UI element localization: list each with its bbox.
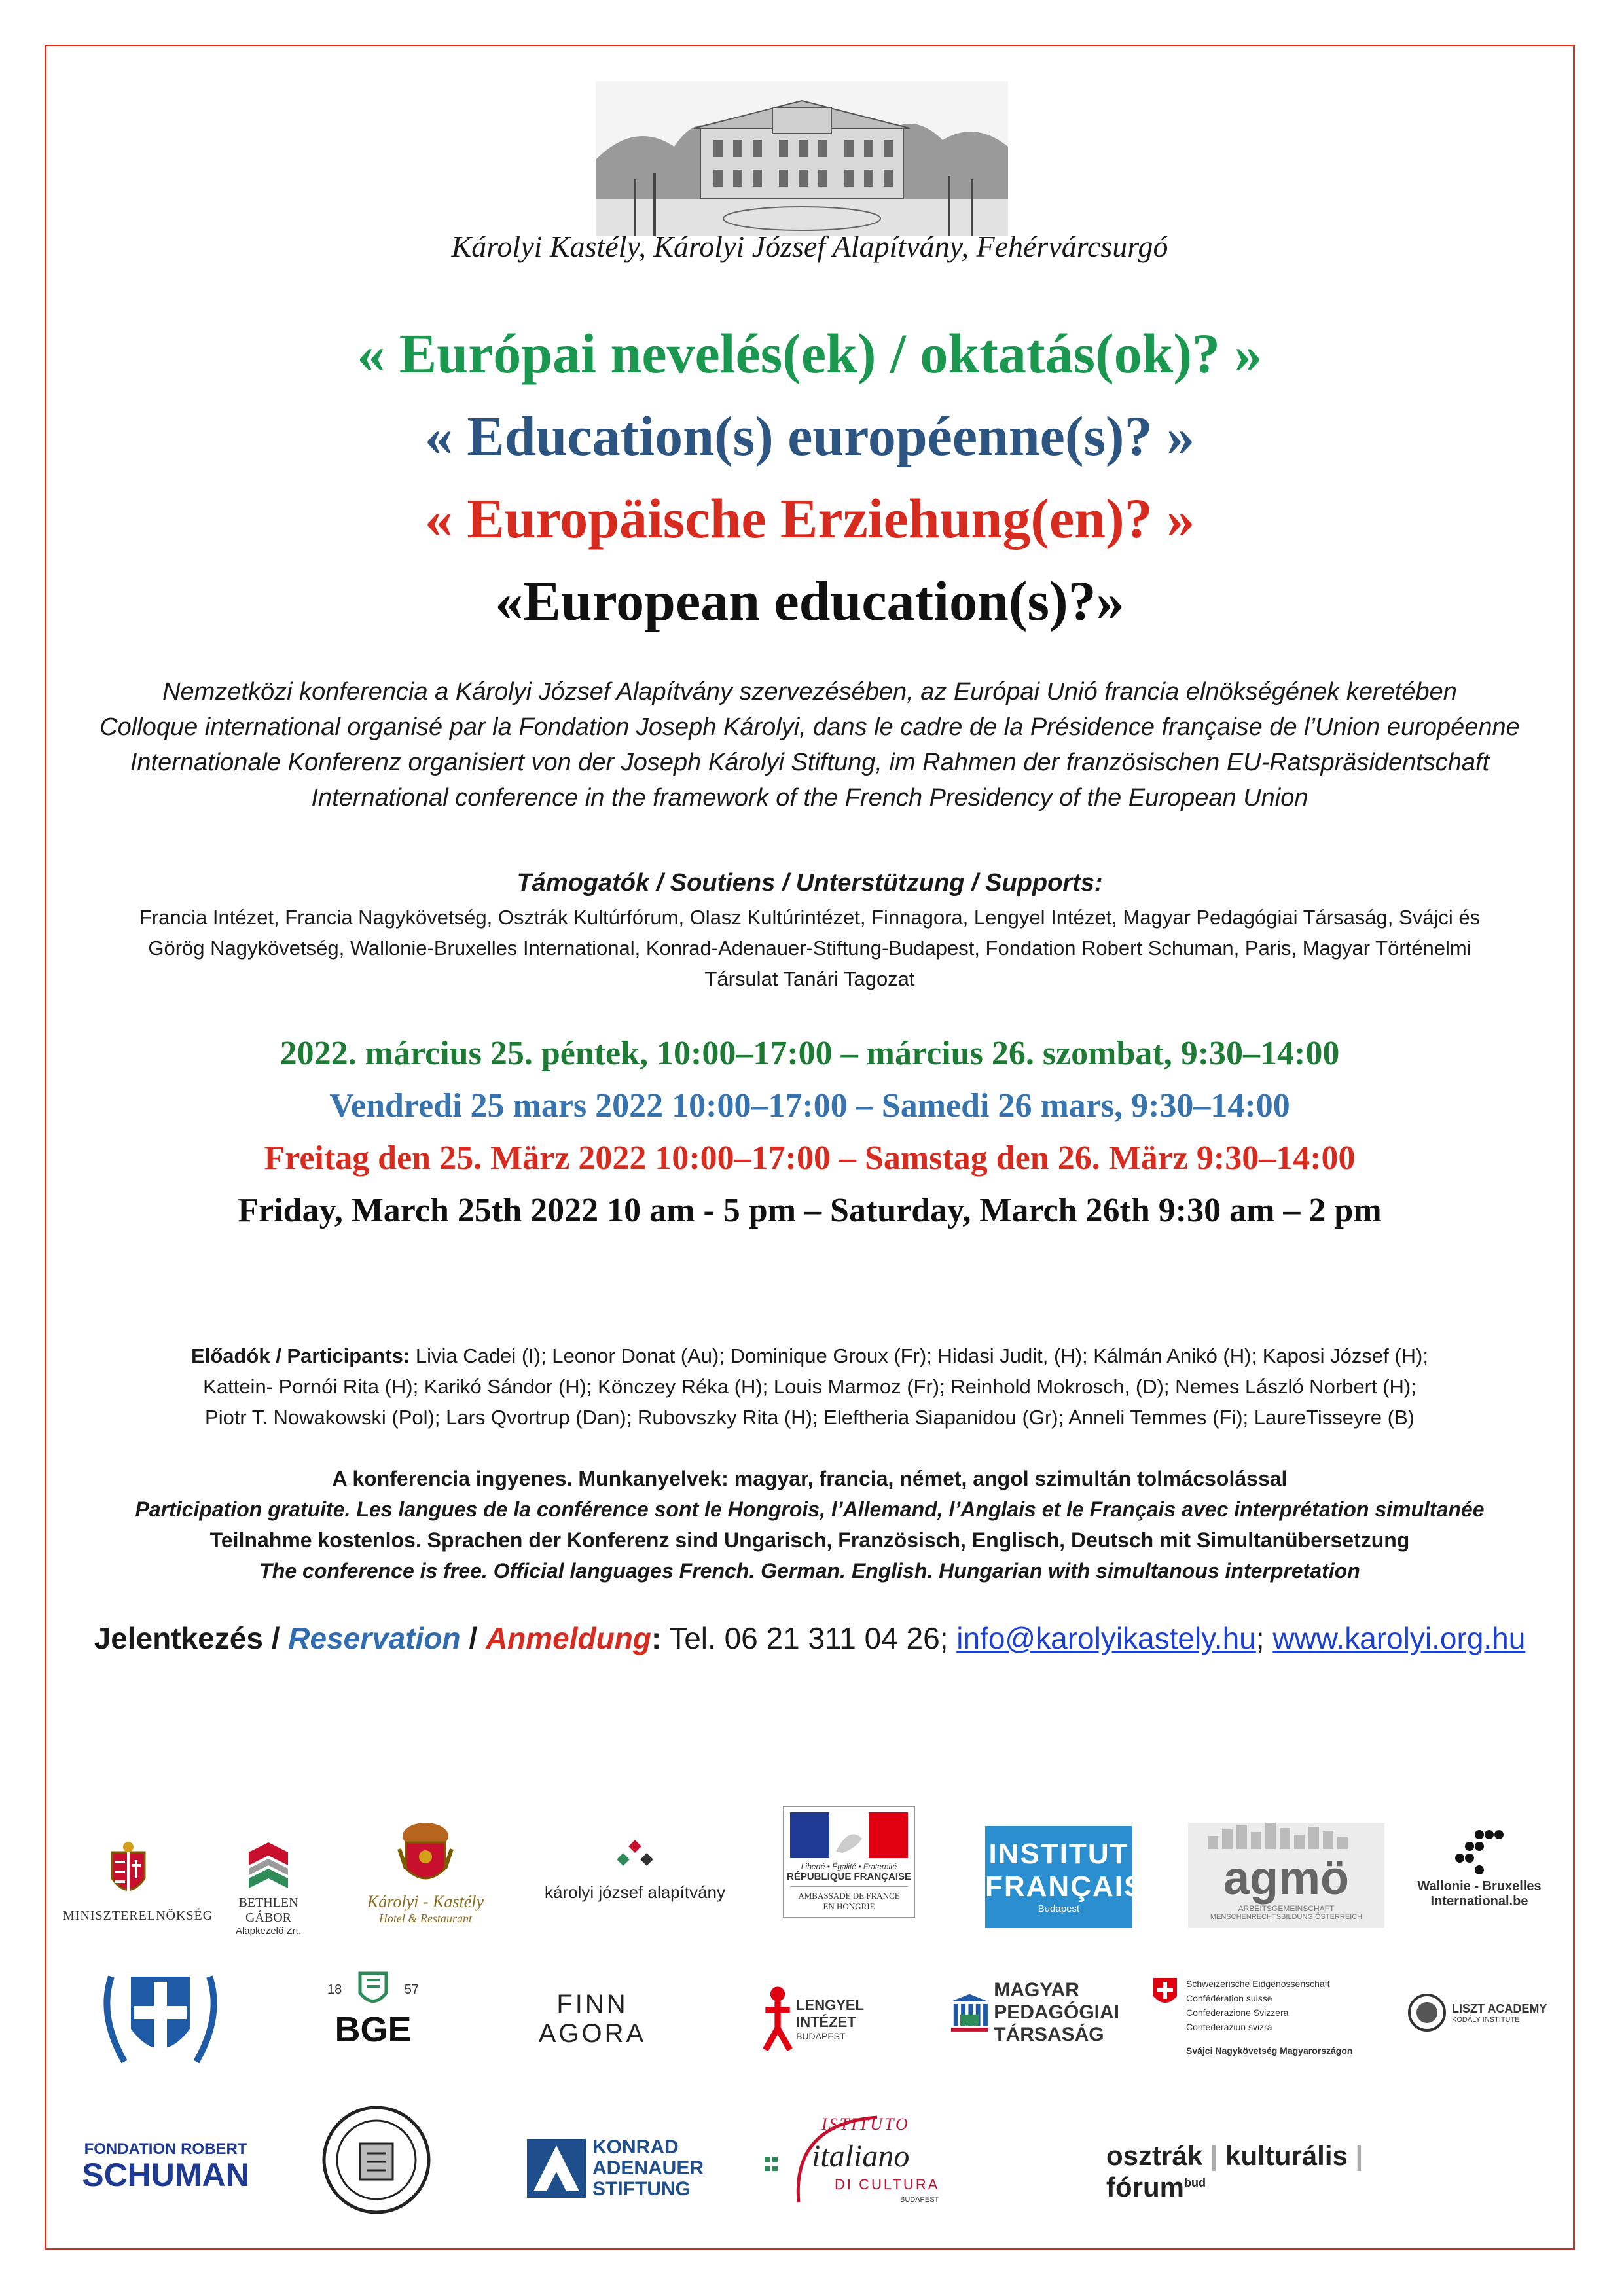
logo-finnagora: FINN AGORA — [538, 1990, 647, 2048]
intro-french: Colloque international organisé par la Fondation Joseph Károlyi, dans le cadre de la Présidence française de l’Union européenne — [99, 713, 1520, 741]
swiss-shield-icon — [1152, 1977, 1178, 2009]
title-hungarian: « Európai nevelés(ek) / oktatás(ok)? » — [357, 322, 1263, 385]
liszt-seal-icon — [1407, 1993, 1447, 2032]
supports-list — [65, 902, 1554, 994]
logo-liszt-academy: LISZT ACADEMY KODÁLY INSTITUTE — [1407, 1993, 1551, 2032]
castle-illustration — [596, 81, 1008, 236]
kja-diamond-icon — [605, 1839, 664, 1878]
reservation-label-de: Anmeldung — [485, 1621, 651, 1655]
agmo-bars-icon — [1195, 1823, 1378, 1849]
intro-english: International conference in the framework of the French Presidency of the European Union — [311, 784, 1308, 812]
logo-istituto-italiano-di-cultura: ISTITUTO italiano DI CULTURA BUDAPEST — [759, 2111, 949, 2209]
logo-fondation-robert-schuman: FONDATION ROBERT SCHUMAN — [82, 2140, 249, 2193]
reservation-line: Jelentkezés / Reservation / Anmeldung: Tel. 06 21 311 04 26; info@karolyikastely.hu; www.karolyi.org.hu — [94, 1621, 1526, 1655]
logo-greek-embassy — [92, 1950, 229, 2081]
title-french: « Education(s) européenne(s)? » — [424, 404, 1195, 467]
free-hungarian: A konferencia ingyenes. Munkanyelvek: magyar, francia, német, angol szimultán tolmácsolással — [332, 1467, 1288, 1490]
participants-block — [79, 1340, 1541, 1433]
participants-line: Piotr T. Nowakowski (Pol); Lars Qvortrup (Dan); Rubovszky Rita (H); Eleftheria Siapanidou (Gr); Anneli Temmes (Fi); LaureTisseyre (B) — [205, 1406, 1415, 1429]
hungarian-coat-of-arms-icon — [105, 1839, 151, 1905]
date-hungarian: 2022. március 25. péntek, 10:00–17:00 – március 26. szombat, 9:30–14:00 — [280, 1035, 1340, 1072]
supports-title: Támogatók / Soutiens / Unterstützung / Supports: — [516, 869, 1103, 897]
logo-bethlen-gabor: BETHLEN GÁBOR Alapkezelő Zrt. — [216, 1839, 321, 1937]
supports-line: Görög Nagykövetség, Wallonie-Bruxelles International, Konrad-Adenauer-Stiftung-Budapest, Fondation Robert Schuman, Paris, Magyar Történelmi — [148, 937, 1471, 960]
lengyel-figure-icon — [759, 1983, 796, 2055]
date-german: Freitag den 25. März 2022 10:00–17:00 – Samstag den 26. März 9:30–14:00 — [264, 1139, 1356, 1177]
logo-magyar-tortenelmi-tarsulat — [321, 2104, 432, 2215]
venue-line: Károlyi Kastély, Károlyi József Alapítvány, Fehérvárcsurgó — [451, 230, 1168, 263]
free-french: Participation gratuite. Les langues de la conférence sont le Hongrois, l’Allemand, l’Anglais et le Français avec interprétation simultanée — [135, 1498, 1485, 1521]
reservation-label-hu: Jelentkezés — [94, 1621, 263, 1655]
logo-ambassade-de-france: Liberté • Égalité • Fraternité RÉPUBLIQUE FRANÇAISE AMBASSADE DE FRANCE EN HONGRIE — [783, 1806, 915, 1918]
date-french: Vendredi 25 mars 2022 10:00–17:00 – Samedi 26 mars, 9:30–14:00 — [329, 1087, 1290, 1124]
intro-block — [45, 674, 1575, 816]
logo-agmo: agmö ARBEITSGEMEINSCHAFT MENSCHENRECHTSBILDUNG ÖSTERREICH — [1188, 1823, 1384, 1928]
free-english: The conference is free. Official languages French. German. English. Hungarian with simultanous interpretation — [259, 1559, 1360, 1583]
reservation-label-fr: Reservation — [288, 1621, 461, 1655]
bethlen-gabor-logo-icon — [242, 1839, 295, 1892]
logo-institut-francais: INSTITUT FRANÇAIS Budapest — [985, 1826, 1132, 1928]
title-german: « Europäische Erziehung(en)? » — [424, 487, 1195, 550]
greek-coat-of-arms-icon — [92, 1950, 229, 2081]
logo-lengyel-intezet: LENGYEL INTÉZET BUDAPEST — [759, 1983, 864, 2055]
participants-label: Előadók / Participants: — [191, 1344, 410, 1367]
supports-line: Társulat Tanári Tagozat — [704, 967, 915, 990]
logo-bge: 18 57 BGE — [327, 1970, 419, 2050]
logo-osztrak-kulturalis-forum: osztrák | kulturális | fórum$^{bud}$ — [1106, 2140, 1363, 2202]
free-german: Teilnahme kostenlos. Sprachen der Konferenz sind Ungarisch, Französisch, Englisch, Deutsch mit Simultanübersetzung — [209, 1528, 1410, 1552]
date-english: Friday, March 25th 2022 10 am - 5 pm – Saturday, March 26th 9:30 am – 2 pm — [238, 1192, 1382, 1229]
participants-line: Előadók / Participants: Livia Cadei (I); Leonor Donat (Au); Dominique Groux (Fr); Hidasi Judit, (H); Kálmán Anikó (H); Kaposi József (H); — [191, 1344, 1428, 1367]
logo-wallonie-bruxelles: Wallonie - Bruxelles International.be — [1414, 1829, 1545, 1909]
mpt-columns-icon — [949, 1977, 990, 2049]
logo-magyar-pedagogiai-tarsasag: MAGYAR PEDAGÓGIAI TÁRSASÁG — [949, 1977, 1119, 2049]
logo-swiss-embassy: Schweizerische Eidgenossenschaft Confédération suisse Confederazione Svizzera Confederaziun svizra Svájci Nagykövetség Magyarországon — [1152, 1977, 1388, 2058]
logo-miniszterelnokseg: MINISZTERELNÖKSÉG — [63, 1839, 194, 1924]
participants-line: Kattein- Pornói Rita (H); Karikó Sándor (H); Könczey Réka (H); Louis Marmoz (Fr); Reinhold Mokrosch, (D); Nemes László Norbert (H); — [203, 1375, 1416, 1398]
logo-konrad-adenauer-stiftung: KONRAD ADENAUER STIFTUNG — [527, 2137, 710, 2200]
reservation-phone: Tel. 06 21 311 04 26; — [661, 1621, 957, 1655]
wbi-dots-icon — [1450, 1829, 1509, 1875]
marianne-icon — [790, 1812, 908, 1858]
karolyi-crest-icon — [386, 1816, 465, 1888]
free-admission-block — [45, 1463, 1575, 1587]
intro-german: Internationale Konferenz organisiert von der Joseph Károlyi Stiftung, im Rahmen der französischen EU-Ratspräsidentschaft — [130, 749, 1490, 776]
email-link[interactable]: info@karolyikastely.hu — [956, 1621, 1256, 1655]
logo-karolyi-kastely: Károlyi - Kastély Hotel & Restaurant — [353, 1816, 497, 1926]
bge-emblem-icon — [357, 1970, 389, 2009]
website-link[interactable]: www.karolyi.org.hu — [1272, 1621, 1526, 1655]
intro-hungarian: Nemzetközi konferencia a Károlyi József Alapítvány szervezésében, az Európai Unió francia elnökségének keretében — [162, 678, 1457, 706]
title-english: «European education(s)?» — [495, 569, 1125, 632]
supports-line: Francia Intézet, Francia Nagykövetség, Osztrák Kultúrfórum, Olasz Kultúrintézet, Finnagora, Lengyel Intézet, Magyar Pedagógiai Társaság, Svájci és — [139, 906, 1481, 929]
historical-society-seal-icon — [321, 2104, 432, 2215]
kas-logo-icon — [527, 2139, 586, 2198]
logo-karolyi-jozsef-alapitvany: károlyi józsef alapítvány — [537, 1839, 733, 1903]
